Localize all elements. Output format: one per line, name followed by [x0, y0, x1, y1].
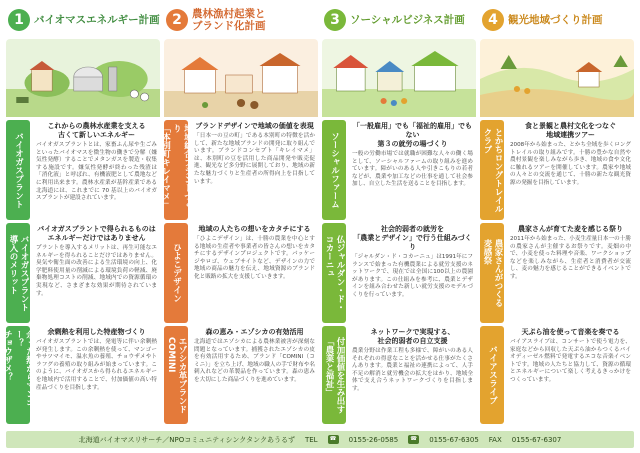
section-hiyoko-design: [164, 223, 318, 323]
section-text: 農業分野は作業工程も多様で、障がいのある人それぞれの得意なことを活かせる仕事がたくさんあります。農業と福祉の連携によって、人手不足の解消と就労機会の拡大をはかり、地域全体で支え合うネットワークづくりを目指します。: [352, 348, 473, 392]
section-text: 一般の労働市場では就職が困難な人々の働く場として、ソーシャルファームの取り組みを進めています。障がいのある人や引きこもりの若者などが、農業や加工などの仕事を通して社会参加し、自立した生活を送ることを目指します。: [352, 151, 473, 188]
section-bias-live: [480, 326, 634, 424]
section-vertical-title: 地域総合ブランドづくり 「本別町キレイマメ」: [164, 120, 188, 220]
section-subtitle: 余剰熱を利用した特産物づくり: [47, 328, 146, 336]
plan-column-social-business: [322, 4, 476, 428]
section-bakkansai: [480, 223, 634, 323]
section-text: バイアスライブは、コンサートで使う電力を、家庭などから回収した天ぷら油からつくるバイオディーゼル燃料で発電するエコな音楽イベントです。地域の人たちと協力して、資源の循環とエネルギーについて楽しく考えるきっかけをつくっています。: [510, 339, 631, 383]
section-subtitle: 天ぷら油を使って音楽を奏でる: [521, 328, 620, 336]
section-body: [191, 326, 318, 424]
plan-header: [480, 4, 634, 36]
tel-number-2[interactable]: 0155-67-6305: [429, 435, 479, 444]
plan-title: バイオマスエネルギー計画: [34, 14, 160, 26]
section-biogas-plant: [6, 120, 160, 220]
section-text: 「日本一の豆の町」である本別町の特徴を活かして、新たな地域ブランドの開発に取り組んでいます。ブランドコンセプト「キレイマメ」は、本別町の豆を活用した商品開発や販売促進、観光など多分野に展開しており、地域の新たな魅力づくりと生産者の所得向上を目指しています。: [194, 133, 315, 185]
fax-label: FAX: [488, 435, 502, 444]
section-surplus-heat: [2, 326, 160, 424]
section-text: 北海道ではエゾシカによる農林業被害が深刻な問題となっています。捕獲されたエゾシカの皮を有効活用するため、ブランド「COMINI（コミニ）」を立ち上げ、地域の職人の手で財布や名刺入れなどの革製品を作っています。森の恵みを大切にした商品づくりを進めています。: [194, 339, 315, 383]
plan-column-tourism: [480, 4, 634, 428]
section-biogas-merit: [6, 223, 160, 323]
section-subtitle: ブランドデザインで地域の価値を表現: [195, 122, 314, 130]
section-subtitle: 地域の人たちの想いをカタチにする: [198, 225, 311, 233]
section-body: [33, 120, 160, 220]
section-subtitle: 森の恵み・エゾシカの有効活用: [205, 328, 304, 336]
plan-column-branding: [160, 4, 318, 428]
section-body: [507, 223, 634, 323]
section-text: バイオガスプラントとは、家畜ふん尿や生ごみといったバイオマスを微生物の働きで分解（嫌気性発酵）することでメタンガスを製造・収集する施設です。嫌気性発酵が終わった残渣は「消化液」と呼ばれ、有機液肥として農地などに利用出来ます。農林水産業が基幹産業である北海道には、これまでに 70 基以上のバイオガスプラントが建設されています。: [36, 142, 157, 202]
plan-title: 観光地域づくり計画: [508, 14, 603, 26]
section-body: [349, 326, 476, 424]
section-vertical-title: バイオガスプラント: [6, 120, 30, 220]
section-subtitle: 「一般雇用」でも「福祉的雇用」でもない 第３の就労の場づくり: [353, 122, 472, 148]
section-vertical-title: 農家さんがつくる 麦感祭: [480, 223, 504, 323]
plan-number-badge: 2: [166, 9, 188, 31]
section-body: [33, 326, 160, 424]
plan-columns: [2, 4, 634, 428]
section-vertical-title: バイオガスプラント 導入のメリット: [6, 223, 30, 323]
section-text: バイオガスプラントでは、発電等に伴い余剰熱が発生します。この余剰熱を使って、マンゴーやサツマイモ、温水魚の養殖、チョウザメやトラフグの養殖の取り組みが始まっています。このように、バイオガスから得られるエネルギーを地域内で活用することで、付加価値の高い特産品づくりを目指します。: [36, 339, 157, 391]
section-subtitle: 社会的弱者の就労を 「農業とデザイン」で行う仕組みづくり: [353, 225, 472, 251]
plan-number-badge: 4: [482, 9, 504, 31]
fax-number: 0155-67-6307: [511, 435, 562, 444]
phone-icon: ☎: [408, 435, 419, 444]
section-text: プラントを導入するメリットは、再生可能なエネルギーを得られることだけではありません。臭気や衛生面の改善による生活環境の向上、化学肥料使用量の削減による環境負荷の軽減、廃棄物処理コストの削減、地域内での資源循環の実現など、さまざまな効果が期待されています。: [36, 245, 157, 297]
section-text: 2011年から始まった、小麦生産量日本一の十勝の農家さんが主催するお祭りです。麦畑の中で、小麦を使った料理や音楽、ワークショップなどを楽しみながら、生産者と消費者が交流し、麦の魅力を感じることができるイベントです。: [510, 236, 631, 280]
section-vertical-title: ソーシャルファーム: [322, 120, 346, 220]
plan-title: 農林漁村起業と ブランド化計画: [192, 8, 266, 32]
plan-number-badge: 1: [8, 9, 30, 31]
section-text: 2008年から始まった、とかち全域を歩くロングトレイルの取り組みです。十勝の豊かな自然や農村景観を楽しみながら歩き、地域の食や文化に触れるツアーを開催しています。農家や地域の人々との交流を通じて、十勝の新たな観光資源の発掘を目指しています。: [510, 142, 631, 186]
section-text: 「ジャルダン・ド・コカーニュ」は1991年にフランスで始まった有機農業による就労支援のネットワークで、現在では全国に100以上の農園があります。この仕組みを参考に、農業とデザインを組み合わせた新しい就労支援のモデルづくりを行っています。: [352, 254, 473, 298]
section-vertical-title: バイアスライブ: [480, 326, 504, 424]
phone-icon: ☎: [328, 435, 339, 444]
social-farm-illustration: [322, 39, 476, 117]
branding-illustration: [164, 39, 318, 117]
section-agri-welfare: [322, 326, 476, 424]
section-social-farm: [322, 120, 476, 220]
plan-title: ソーシャルビジネス計画: [350, 14, 465, 26]
section-text: 「ひよこデザイン」は、十勝の農業を中心とする地域の生産者や事業者の皆さんの想いをカタチにするデザインプロジェクトです。パッケージやロゴ、ウェブサイトなど、デザインの力で地域の商品の魅力を伝え、地域資源のブランド化と販路の拡大を支援していきます。: [194, 236, 315, 280]
section-subtitle: ネットワークで実現する、 社会的弱者の自立支援: [370, 328, 455, 345]
section-body: [191, 120, 318, 220]
section-body: [33, 223, 160, 323]
section-vertical-title: ひよこデザイン: [164, 223, 188, 323]
section-kireimame: [160, 120, 318, 220]
section-long-trail: [480, 120, 634, 220]
tel-number-1[interactable]: 0155-26-0585: [348, 435, 399, 444]
tourism-illustration: [480, 39, 634, 117]
section-subtitle: 農家さんが育てた麦を感じる祭り: [518, 225, 623, 233]
section-body: [191, 223, 318, 323]
section-subtitle: 食と景観と農村文化をつなぐ 地域連携ツアー: [525, 122, 616, 139]
biomass-plant-illustration: [6, 39, 160, 117]
organization-name: 北海道バイオマスリサーチ／NPOコミュニティシンクタンクあうるず: [78, 435, 295, 444]
section-body: [507, 326, 634, 424]
section-subtitle: バイオガスプラントで得られるものは エネルギーだけではありません: [37, 225, 156, 242]
plan-header: [322, 4, 476, 36]
plan-number-badge: 3: [324, 9, 346, 31]
section-body: [349, 223, 476, 323]
section-comini: [164, 326, 318, 424]
plan-header: [6, 4, 160, 36]
section-vertical-title: 余った熱からマンゴー？ チョウザメ？: [6, 326, 30, 424]
section-vertical-title: 仏ジャルダン・ド・ コカーニュ: [322, 223, 346, 323]
section-body: [507, 120, 634, 220]
section-body: [349, 120, 476, 220]
contact-footer: [6, 431, 634, 448]
section-subtitle: これからの農林水産業を支える 古くて新しいエネルギー: [47, 122, 146, 139]
plan-header: [164, 4, 318, 36]
section-vertical-title: エゾシカ革ブランド COMINI: [164, 326, 188, 424]
section-cocagne: [322, 223, 476, 323]
tel-label: TEL: [304, 435, 318, 444]
plan-column-biomass: [2, 4, 160, 428]
section-vertical-title: とかちロングトレイル クラブ: [480, 120, 504, 220]
section-vertical-title: 付加価値を生み出す 「農業と福祉」: [322, 326, 346, 424]
